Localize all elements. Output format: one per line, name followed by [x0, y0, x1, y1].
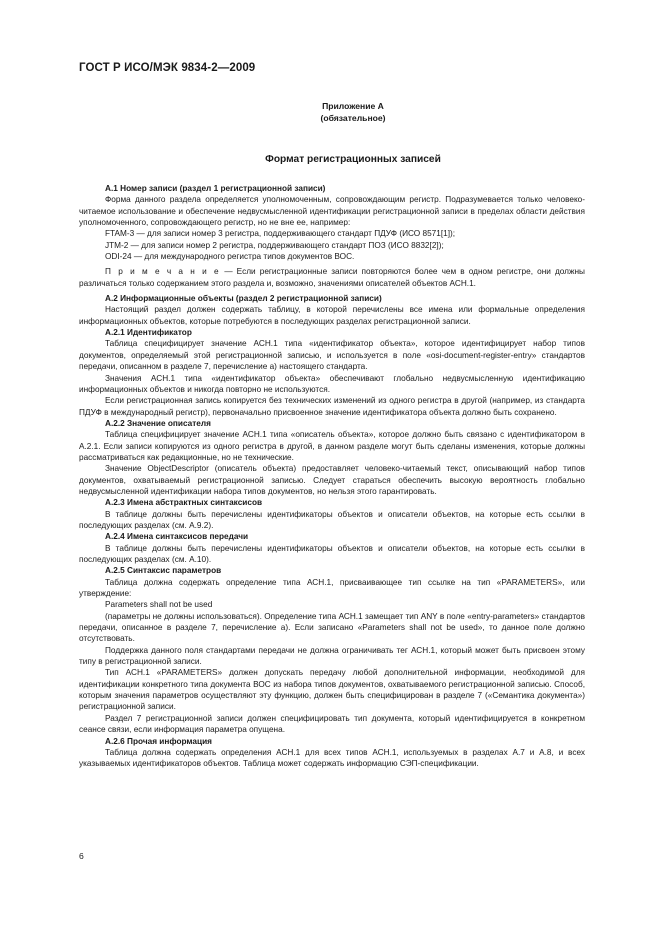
paragraph: Таблица должна содержать определение типа АСН.1, присваивающее тип ссылке на тип «PARAMETERS», или утверждение: [79, 577, 585, 599]
paragraph: В таблице должны быть перечислены идентификаторы объектов и описатели объектов, на которые есть ссылки в последующих разделах (см. А.10). [79, 543, 585, 564]
paragraph: Значение ObjectDescriptor (описатель объекта) предоставляет человеко-читаемый текст, описывающий набор типов документов, охватываемый регистрационной записью. Следует стараться обеспечить высокую вероятность глобально недвусмысленной идентификации набора типов документов, но нельзя этого гарантировать. [79, 464, 585, 496]
paragraph: Раздел 7 регистрационной записи должен специфицировать тип документа, который идентифицируется в конкретном сеансе связи, если информация параметра опущена. [79, 713, 585, 735]
paragraph: Форма данного раздела определяется уполномоченным, сопровождающим регистр. Подразумевается только человеко-читаемое использование и обеспечение недвусмысленной идентификации регистрационной записи в пределах области действия уполномоченного, сопровождающего регистр, но не вне ее, например: [79, 195, 585, 228]
annex-type: (обязательное) [320, 112, 386, 123]
section-heading-a2-6: А.2.6 Прочая информация [105, 736, 212, 746]
section-heading-a2: А.2 Информационные объекты (раздел 2 регистрационной записи) [105, 294, 382, 304]
page-number: 6 [79, 851, 84, 861]
standard-header: ГОСТ Р ИСО/МЭК 9834-2—2009 [79, 62, 256, 74]
example-line: FTAM-3 — для записи номер 3 регистра, поддерживающего стандарт ПДУФ (ИСО 8571[1]); [105, 229, 456, 239]
document-body [79, 183, 585, 770]
paragraph: Таблица специфицирует значение АСН.1 типа «описатель объекта», которое должно быть связано с идентификатором в А.2.1. Если записи копируются из одного регистра в другой, в данном разделе могут быть сделаны изменения, которые должны рассматриваться как редакционные, но не технические. [79, 430, 585, 462]
paragraph: В таблице должны быть перечислены идентификаторы объектов и описатели объектов, на которые есть ссылки в последующих разделах (см. А.9.2). [79, 509, 585, 530]
paragraph: Настоящий раздел должен содержать таблицу, в которой перечислены все имена или формальные определения информационных объектов, которые потребуются в последующих разделах регистрационной записи. [79, 305, 585, 326]
paragraph: (параметры не должны использоваться). Определение типа АСН.1 замещает тип ANY в поле «entry-parameters» стандартов передачи, описанное в разделе 7, перечисление а). Если записано «Parameters shall not be used», то данное поле должно отсутствовать. [79, 611, 585, 644]
note-label: П р и м е ч а н и е [105, 267, 221, 277]
annex-title: Формат регистрационных записей [265, 154, 441, 165]
paragraph: Если регистрационная запись копируется без технических изменений из одного регистра в другой (например, из стандарта ПДУФ в международный регистр), первоначально присвоенное значение идентификатора объекта должно быть сохранено. [79, 396, 585, 417]
section-heading-a2-2: А.2.2 Значение описателя [105, 418, 211, 428]
paragraph: Тип АСН.1 «PARAMETERS» должен допускать передачу любой дополнительной информации, необходимой для идентификации конкретного типа документа ВОС из набора типов документов, охватываемого регистрационной записью. Способ, которым значения параметров осуществляют эту функцию, должен быть специфицирован в разделе 7 («Семантика документа») регистрационной записи. [79, 668, 585, 712]
section-heading-a2-4: А.2.4 Имена синтаксисов передачи [105, 532, 249, 542]
annex-heading [0, 101, 661, 124]
section-heading-a1: А.1 Номер записи (раздел 1 регистрационной записи) [105, 184, 326, 193]
section-heading-a2-3: А.2.3 Имена абстрактных синтаксисов [105, 498, 263, 508]
paragraph: Значения АСН.1 типа «идентификатор объекта» обеспечивают глобально недвусмысленную идентификацию информационных объектов и никогда повторно не используются. [79, 373, 585, 394]
section-heading-a2-5: А.2.5 Синтаксис параметров [105, 566, 222, 576]
section-heading-a2-1: А.2.1 Идентификатор [105, 328, 192, 338]
example-line: JTM-2 — для записи номер 2 регистра, поддерживающего стандарт ПОЗ (ИСО 8832[2]); [105, 240, 444, 250]
paragraph: Таблица должна содержать определения АСН.1 для всех типов АСН.1, используемых в разделах А.7 и А.8, и всех указываемых идентификаторов объектов. Таблица может содержать информацию СЭП-спецификации. [79, 747, 585, 769]
paragraph: Таблица специфицирует значение АСН.1 типа «идентификатор объекта», которое идентифицирует набор типов документов, определяемый этой регистрационной записью, и используется в поле «osi-document-register-entry» стандартов передачи, описанном в разделе 7, перечисление а) настоящего стандарта. [79, 339, 585, 372]
paragraph: Поддержка данного поля стандартами передачи не должна ограничивать тег АСН.1, который может быть присвоен этому типу в регистрационной записи. [79, 645, 585, 667]
example-line: ODI-24 — для международного регистра типов документов ВОС. [105, 252, 355, 262]
note-text: — Если регистрационные записи повторяются более чем в одном регистре, они должны различаться только содержанием этого раздела и, возможно, значениями описателей объектов АСН.1. [79, 267, 585, 288]
note [79, 266, 585, 289]
code-statement: Parameters shall not be used [105, 600, 213, 610]
annex-label: Приложение А [322, 101, 384, 111]
